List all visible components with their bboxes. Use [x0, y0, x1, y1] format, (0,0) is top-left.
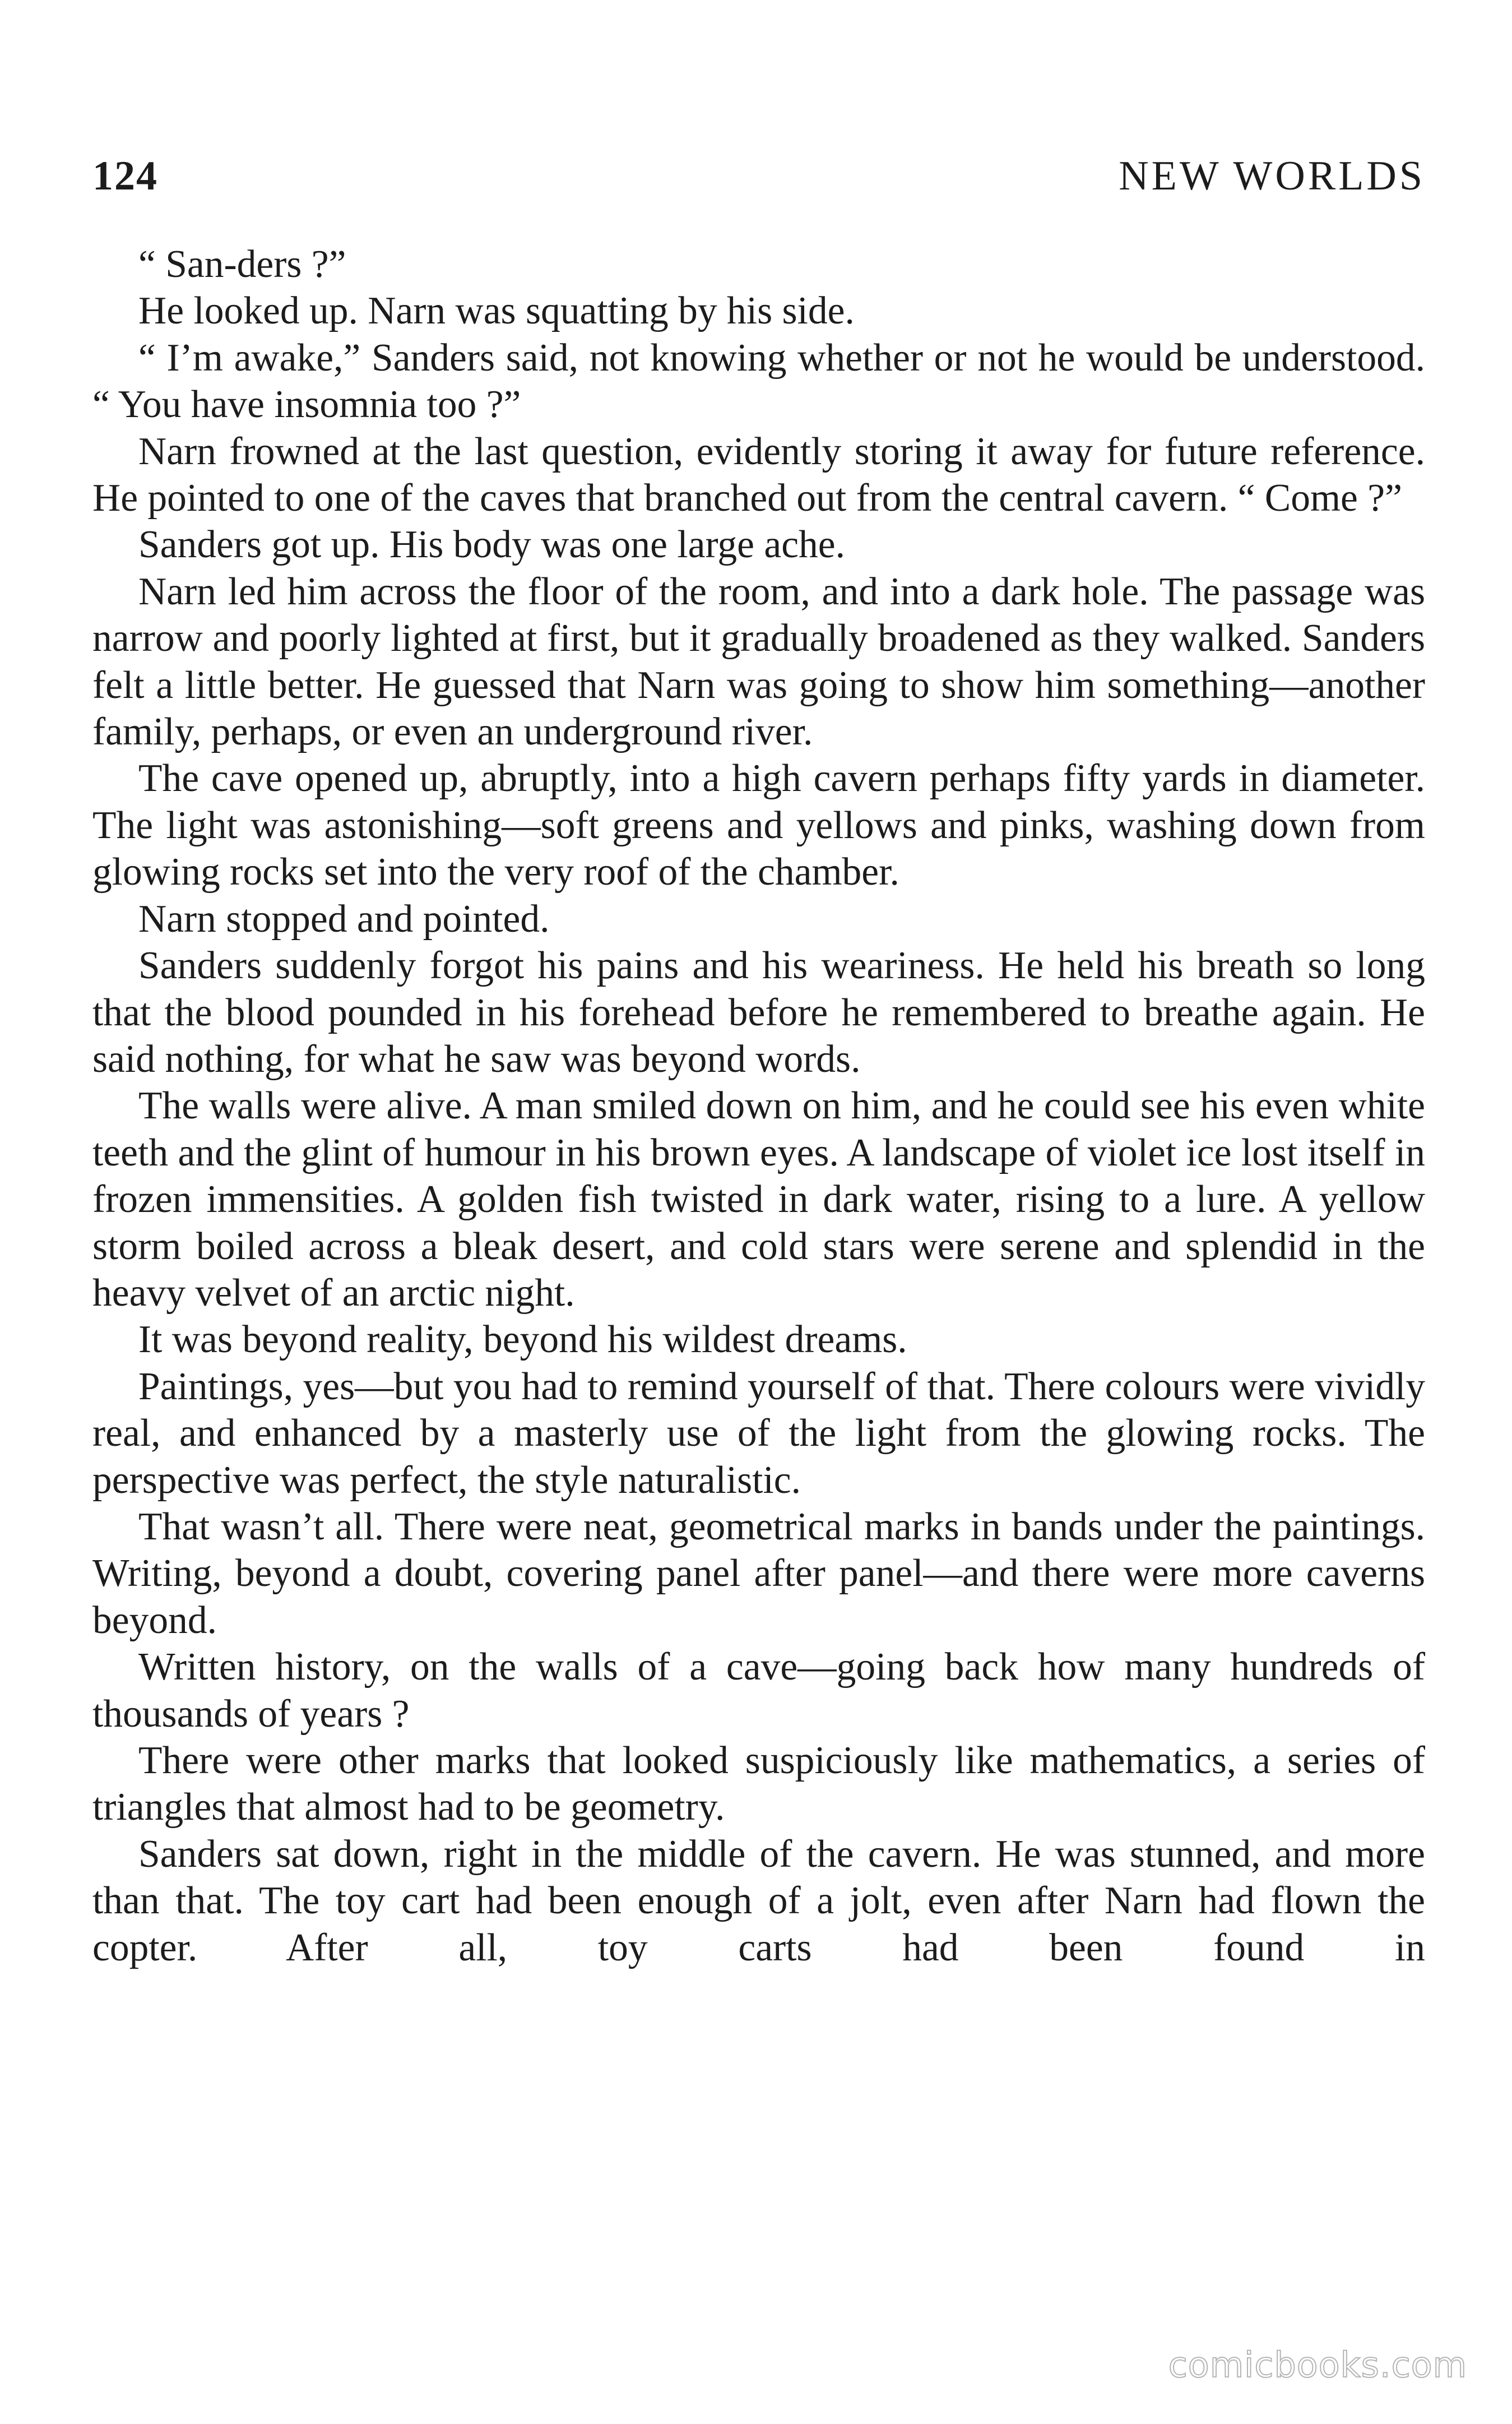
running-head	[92, 146, 1425, 207]
paragraph: Narn stopped and pointed.	[138, 897, 550, 941]
paragraph: Sanders got up. His body was one large ache.	[138, 523, 846, 567]
body-text	[92, 241, 1425, 1971]
watermark: comicbooks.com	[1168, 2344, 1467, 2385]
paragraph: Sanders suddenly forgot his pains and his weariness. He held his breath so long that the blood pounded in his forehead before he remembered to breathe again. He said nothing, for what he saw was beyond words.	[92, 944, 1425, 1081]
paragraph: “ San-ders ?”	[138, 243, 346, 286]
paragraph: There were other marks that looked suspiciously like mathematics, a series of triangles that almost had to be geometry.	[92, 1739, 1425, 1829]
paragraph: That wasn’t all. There were neat, geometrical marks in bands under the paintings. Writing, beyond a doubt, covering panel after panel—and there were more caverns beyond.	[92, 1505, 1425, 1642]
paragraph: Paintings, yes—but you had to remind yourself of that. There colours were vividly real, and enhanced by a masterly use of the light from the glowing rocks. The perspective was perfect, the style naturalistic.	[92, 1364, 1425, 1502]
paragraph: It was beyond reality, beyond his wildest dreams.	[138, 1318, 907, 1362]
book-page	[92, 146, 1425, 1971]
paragraph: The walls were alive. A man smiled down on him, and he could see his even white teeth and the glint of humour in his brown eyes. A landscape of violet ice lost itself in frozen immensities. A golden fish twisted in dark water, rising to a lure. A yellow storm boiled across a bleak desert, and cold stars were serene and splendid in the heavy velvet of an arctic night.	[92, 1084, 1425, 1315]
paragraph: Written history, on the walls of a cave—going back how many hundreds of thousands of years ?	[92, 1645, 1425, 1736]
paragraph: The cave opened up, abruptly, into a high cavern perhaps fifty yards in diameter. The light was astonishing—soft greens and yellows and pinks, washing down from glowing rocks set into the very roof of the chamber.	[92, 757, 1425, 894]
paragraph: Sanders sat down, right in the middle of the cavern. He was stunned, and more than that. The toy cart had been enough of a jolt, even after Narn had flown the copter. After all, toy carts had been found in	[92, 1832, 1425, 1969]
paragraph: Narn led him across the floor of the room, and into a dark hole. The passage was narrow and poorly lighted at first, but it gradually broadened as they walked. Sanders felt a little better. He guessed that Narn was going to show him something—another family, perhaps, or even an underground river.	[92, 570, 1425, 754]
paragraph: Narn frowned at the last question, evidently storing it away for future reference. He pointed to one of the caves that branched out from the central cavern. “ Come ?”	[92, 429, 1425, 520]
paragraph: He looked up. Narn was squatting by his side.	[138, 289, 855, 333]
page-number: 124	[92, 153, 158, 199]
book-title: NEW WORLDS	[1119, 153, 1425, 199]
paragraph: “ I’m awake,” Sanders said, not knowing whether or not he would be understood. “ You have insomnia too ?”	[92, 336, 1425, 427]
